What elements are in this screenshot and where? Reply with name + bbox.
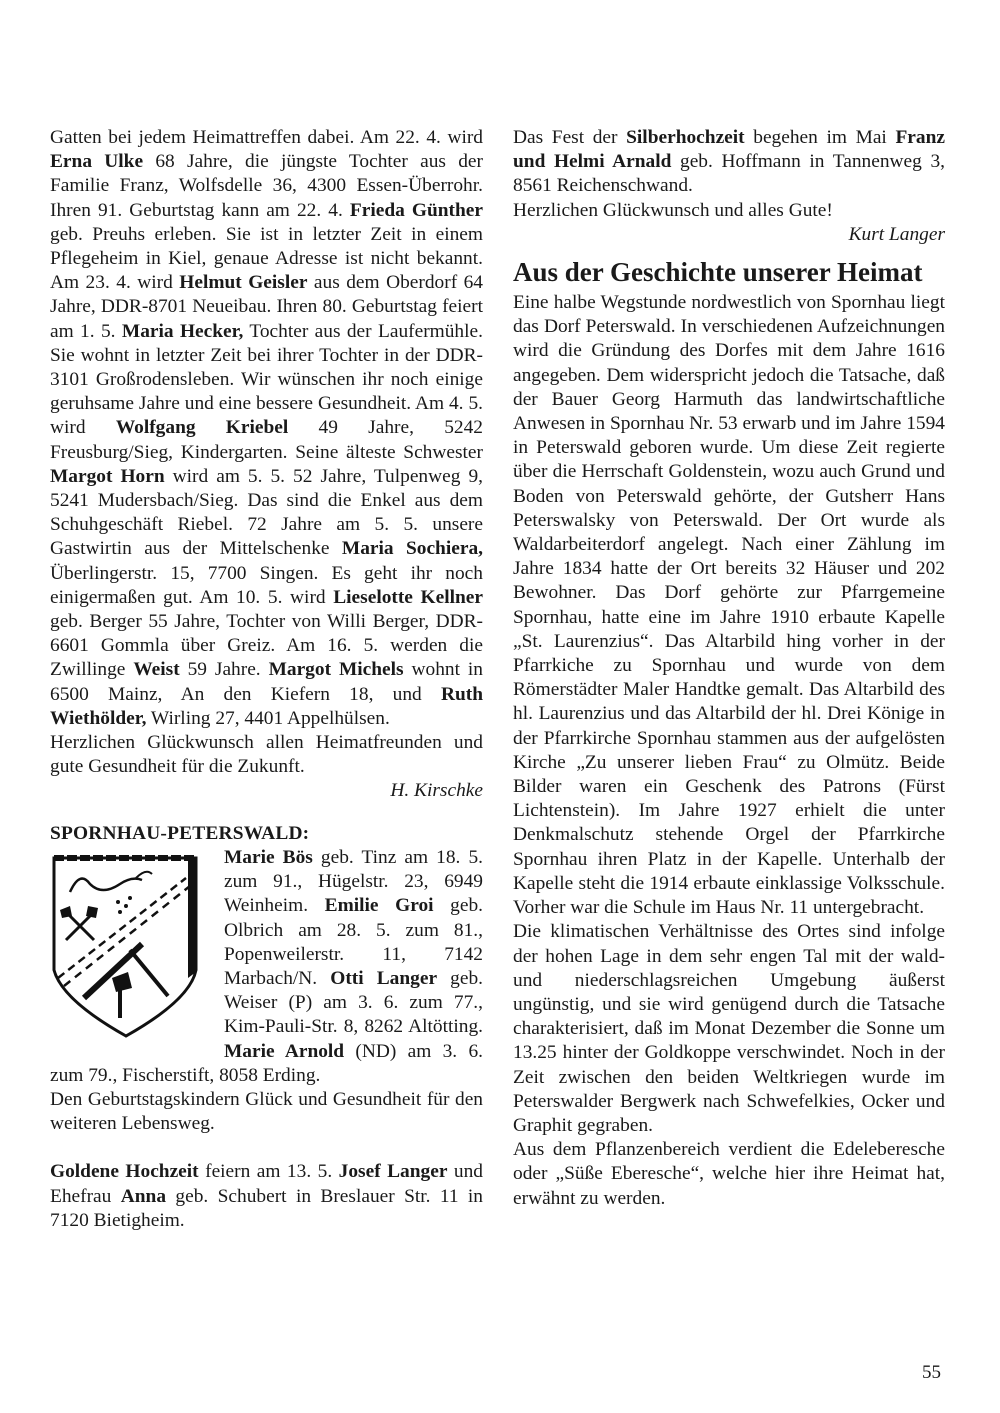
bold-name: Ruth Wiethölder, [50, 683, 483, 729]
greeting-text: Herzlichen Glückwunsch allen Heimatfreunden und gute Gesundheit für die Zukunft. [50, 732, 483, 778]
silver-wedding-paragraph: Das Fest der Silberhochzeit begehen im Mai Franz und Helmi Arnald geb. Hoffmann in Tannenweg 3, 8561 Reichenschwand. [513, 127, 946, 197]
bold-name: Franz und Helmi Arnald [513, 127, 945, 173]
bold-name: Margot Horn [50, 465, 165, 487]
signature: Kurt Langer [848, 223, 945, 245]
left-column [50, 126, 483, 1233]
birthday-paragraph-spornhau: Marie Bös geb. Tinz am 18. 5. zum 91., Hügelstr. 23, 6949 Weinheim. Emilie Groi geb. Olbrich am 28. 5. zum 81., Popenweilerstr. 11, 7142 Marbach/N. Otti Langer geb. Weiser (P) am 3. 6. zum 77., Kim-Pauli-Str. 8, 8262 Altötting. Marie Arnold (ND) am 3. 6. zum 79., Fischerstift, 8058 Erding. [50, 846, 484, 1086]
bold-name: Weist [133, 659, 180, 681]
coat-of-arms-icon [50, 850, 202, 1040]
page-number: 55 [922, 1362, 941, 1383]
bold-name: Helmut Geisler [179, 272, 308, 294]
bold-name: Anna [120, 1185, 167, 1207]
bold-name: Marie Arnold [224, 1040, 345, 1062]
bold-name: Wolfgang Kriebel [115, 417, 289, 439]
section-title: SPORNHAU-PETERSWALD: [50, 822, 310, 844]
bold-name: Maria Hecker, [121, 320, 244, 342]
spornhau-entries [50, 846, 483, 1088]
bold-name: Goldene Hochzeit [50, 1161, 199, 1183]
bold-name: Maria Sochiera, [341, 538, 483, 560]
right-column [513, 126, 945, 1211]
greeting-text: Herzlichen Glückwunsch und alles Gute! [513, 199, 833, 221]
bold-name: Silberhochzeit [626, 127, 745, 148]
bold-name: Emilie Groi [324, 895, 434, 917]
bold-name: Lieselotte Kellner [333, 586, 484, 608]
bold-name: Margot Michels [268, 659, 404, 681]
greeting-text: Den Geburtstagskindern Glück und Gesundheit für den weiteren Lebensweg. [50, 1088, 483, 1135]
bold-name: Erna Ulke [50, 151, 144, 173]
signature: H. Kirschke [390, 780, 483, 802]
history-paragraph: Eine halbe Wegstunde nordwestlich von Spornhau liegt das Dorf Peterswald. In verschiedenen Aufzeichnungen wird die Gründung des Dorfes mit dem Jahre 1616 angegeben. Dem widerspricht jedoch die Tatsache, daß der Bauer Georg Harmuth das landwirtschaftliche Anwesen in Spornhau Nr. 53 erwarb und im Jahre 1594 in Peterswald geboren wurde. Um diese Zeit regierte über die Herrschaft Goldenstein, wozu auch Grund und Boden von Peterswald gehörte, der Gutsherr Hans Peterswalsky von Peterswald. Der Ort wurde als Waldarbeiterdorf angelegt. Nach einer Zählung im Jahre 1834 hatte der Ort bereits 32 Häuser und 202 Bewohner. Das Dorf gehörte zur Pfarrgemeine Spornhau, hatte eine im Jahre 1910 erbaute Kapelle „St. Laurenzius“. Das Altarbild hing vorher in der Pfarrkiche zu Spornhau und wurde von dem Römerstädter Maler Handtke gemalt. Das Altarbild des hl. Laurenzius und das Altarbild der hl. Drei Könige in der Pfarrkirche Spornhau stammen aus der aufgelösten Kirche „Zu unserer lieben Frau“ zu Olmütz. Beide Bilder waren ein Geschenk des Patrons (Fürst Lichtenstein). Im Jahre 1927 erhielt die unter Denkmalschutz stehende Orgel der Pfarrkirche Spornhau ihren Platz in der Kapelle. Unterhalb der Kapelle steht die 1914 erbaute einklassige Volksschule. Vorher war die Schule im Haus Nr. 11 untergebracht. [513, 292, 945, 919]
golden-wedding-paragraph: Goldene Hochzeit feiern am 13. 5. Josef Langer und Ehefrau Anna geb. Schubert in Breslauer Str. 11 in 7120 Bietigheim. [50, 1161, 484, 1231]
history-paragraph: Die klimatischen Verhältnisse des Ortes sind infolge der hohen Lage in dem sehr engen Tal mit der wald- und niederschlagsreichen Umgebung äußerst ungünstig, und sie wird genügend durch die Tatsache charakterisiert, daß im Monat Dezember die Sonne um 13.25 hinter der Goldkoppe verschwindet. Noch in der Zeit zwischen den beiden Weltkriegen wurde im Peterswalder Bergwerk nach Schwefelkies, Ocker und Graphit gegraben. [513, 921, 945, 1136]
bold-name: Otti Langer [330, 967, 438, 989]
bold-name: Marie Bös [224, 846, 313, 868]
history-paragraph: Aus dem Pflanzenbereich verdient die Edeleberesche oder „Süße Eberesche“, welche hier ihre Heimat hat, erwähnt zu werden. [513, 1139, 945, 1209]
article-heading: Aus der Geschichte unserer Heimat [513, 257, 923, 288]
birthday-paragraph: Gatten bei jedem Heimattreffen dabei. Am 22. 4. wird Erna Ulke 68 Jahre, die jüngste Tochter aus der Familie Franz, Wolfsdelle 36, 4300 Essen-Überrohr. Ihren 91. Geburtstag kann am 22. 4. Frieda Günther geb. Preuhs erleben. Sie ist in letzter Zeit in einem Pflegeheim in Kiel, genaue Adresse ist nicht bekannt. Am 23. 4. wird Helmut Geisler aus dem Oberdorf 64 Jahre, DDR-8701 Neueibau. Ihren 80. Geburtstag feiert am 1. 5. Maria Hecker, Tochter aus der Laufermühle. Sie wohnt in letzter Zeit bei ihrer Tochter in der DDR-3101 Großrodensleben. Wir wünschen ihr noch einige geruhsame Jahre und eine bessere Gesundheit. Am 4. 5. wird Wolfgang Kriebel 49 Jahre, 5242 Freusburg/Sieg, Kindergarten. Seine älteste Schwester Margot Horn wird am 5. 5. 52 Jahre, Tulpenweg 9, 5241 Mudersbach/Sieg. Das sind die Enkel aus dem Schuhgeschäft Riebel. 72 Jahre am 5. 5. unsere Gastwirtin aus der Mittelschenke Maria Sochiera, Überlingerstr. 15, 7700 Singen. Es geht ihr noch einigermaßen gut. Am 10. 5. wird Lieselotte Kellner geb. Berger 55 Jahre, Tochter von Willi Berger, DDR-6601 Gommla über Greiz. Am 16. 5. werden die Zwillinge Weist 59 Jahre. Margot Michels wohnt in 6500 Mainz, An den Kiefern 18, und Ruth Wiethölder, Wirling 27, 4401 Appelhülsen. [50, 127, 484, 729]
bold-name: Frieda Günther [349, 199, 483, 221]
bold-name: Josef Langer [338, 1161, 448, 1183]
